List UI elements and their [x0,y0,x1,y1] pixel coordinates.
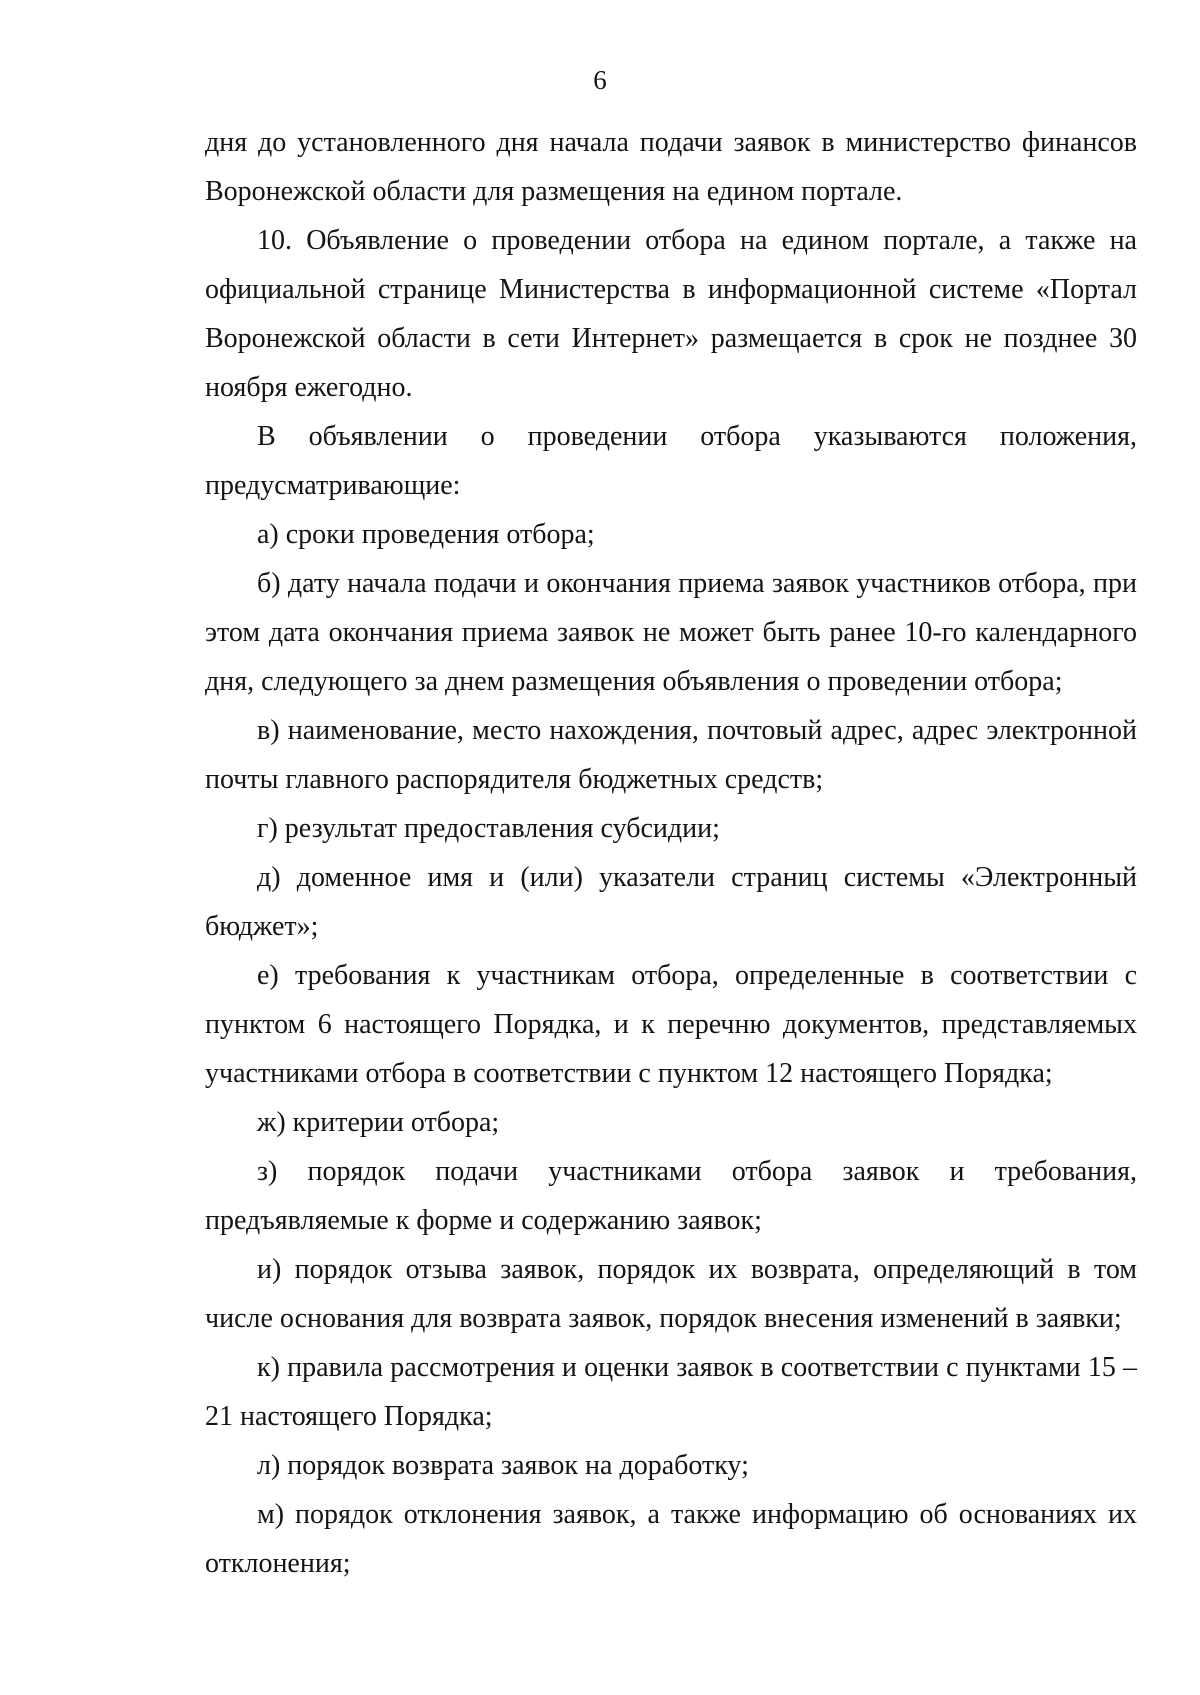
list-item-a: а) сроки проведения отбора; [257,519,595,550]
list-item-z: з) порядок подачи участниками отбора заявок и требования, предъявляемые к форме и содержанию заявок; [205,1156,1137,1236]
list-item-v: в) наименование, место нахождения, почтовый адрес, адрес электронной почты главного распорядителя бюджетных средств; [205,715,1137,795]
list-item-l: л) порядок возврата заявок на доработку; [257,1450,749,1481]
list-item-e: е) требования к участникам отбора, определенные в соответствии с пунктом 6 настоящего Порядка, и к перечню документов, представляемых участниками отбора в соответствии с пунктом 12 настоящего Порядка; [205,960,1137,1089]
list-item-k: к) правила рассмотрения и оценки заявок в соответствии с пунктами 15 – 21 настоящего Порядка; [205,1352,1137,1432]
list-item-b: б) дату начала подачи и окончания приема заявок участников отбора, при этом дата окончания приема заявок не может быть ранее 10-го календарного дня, следующего за днем размещения объявления о проведении отбора; [205,568,1137,697]
paragraph-continuation: дня до установленного дня начала подачи заявок в министерство финансов Воронежской области для размещения на едином портале. [205,127,1137,207]
paragraph-item-10: 10. Объявление о проведении отбора на едином портале, а также на официальной странице Министерства в информационной системе «Портал Воронежской области в сети Интернет» размещается в срок не позднее 30 ноября ежегодно. [205,225,1137,403]
list-item-m: м) порядок отклонения заявок, а также информацию об основаниях их отклонения; [205,1499,1137,1579]
list-item-d: д) доменное имя и (или) указатели страниц системы «Электронный бюджет»; [205,862,1137,942]
paragraph-announcement-provisions: В объявлении о проведении отбора указываются положения, предусматривающие: [205,421,1137,501]
page-number: 6 [593,65,607,95]
list-item-g: г) результат предоставления субсидии; [257,813,720,844]
list-item-zh: ж) критерии отбора; [257,1107,500,1138]
document-body [205,118,1137,1588]
list-item-i: и) порядок отзыва заявок, порядок их возврата, определяющий в том числе основания для возврата заявок, порядок внесения изменений в заявки; [205,1254,1137,1334]
